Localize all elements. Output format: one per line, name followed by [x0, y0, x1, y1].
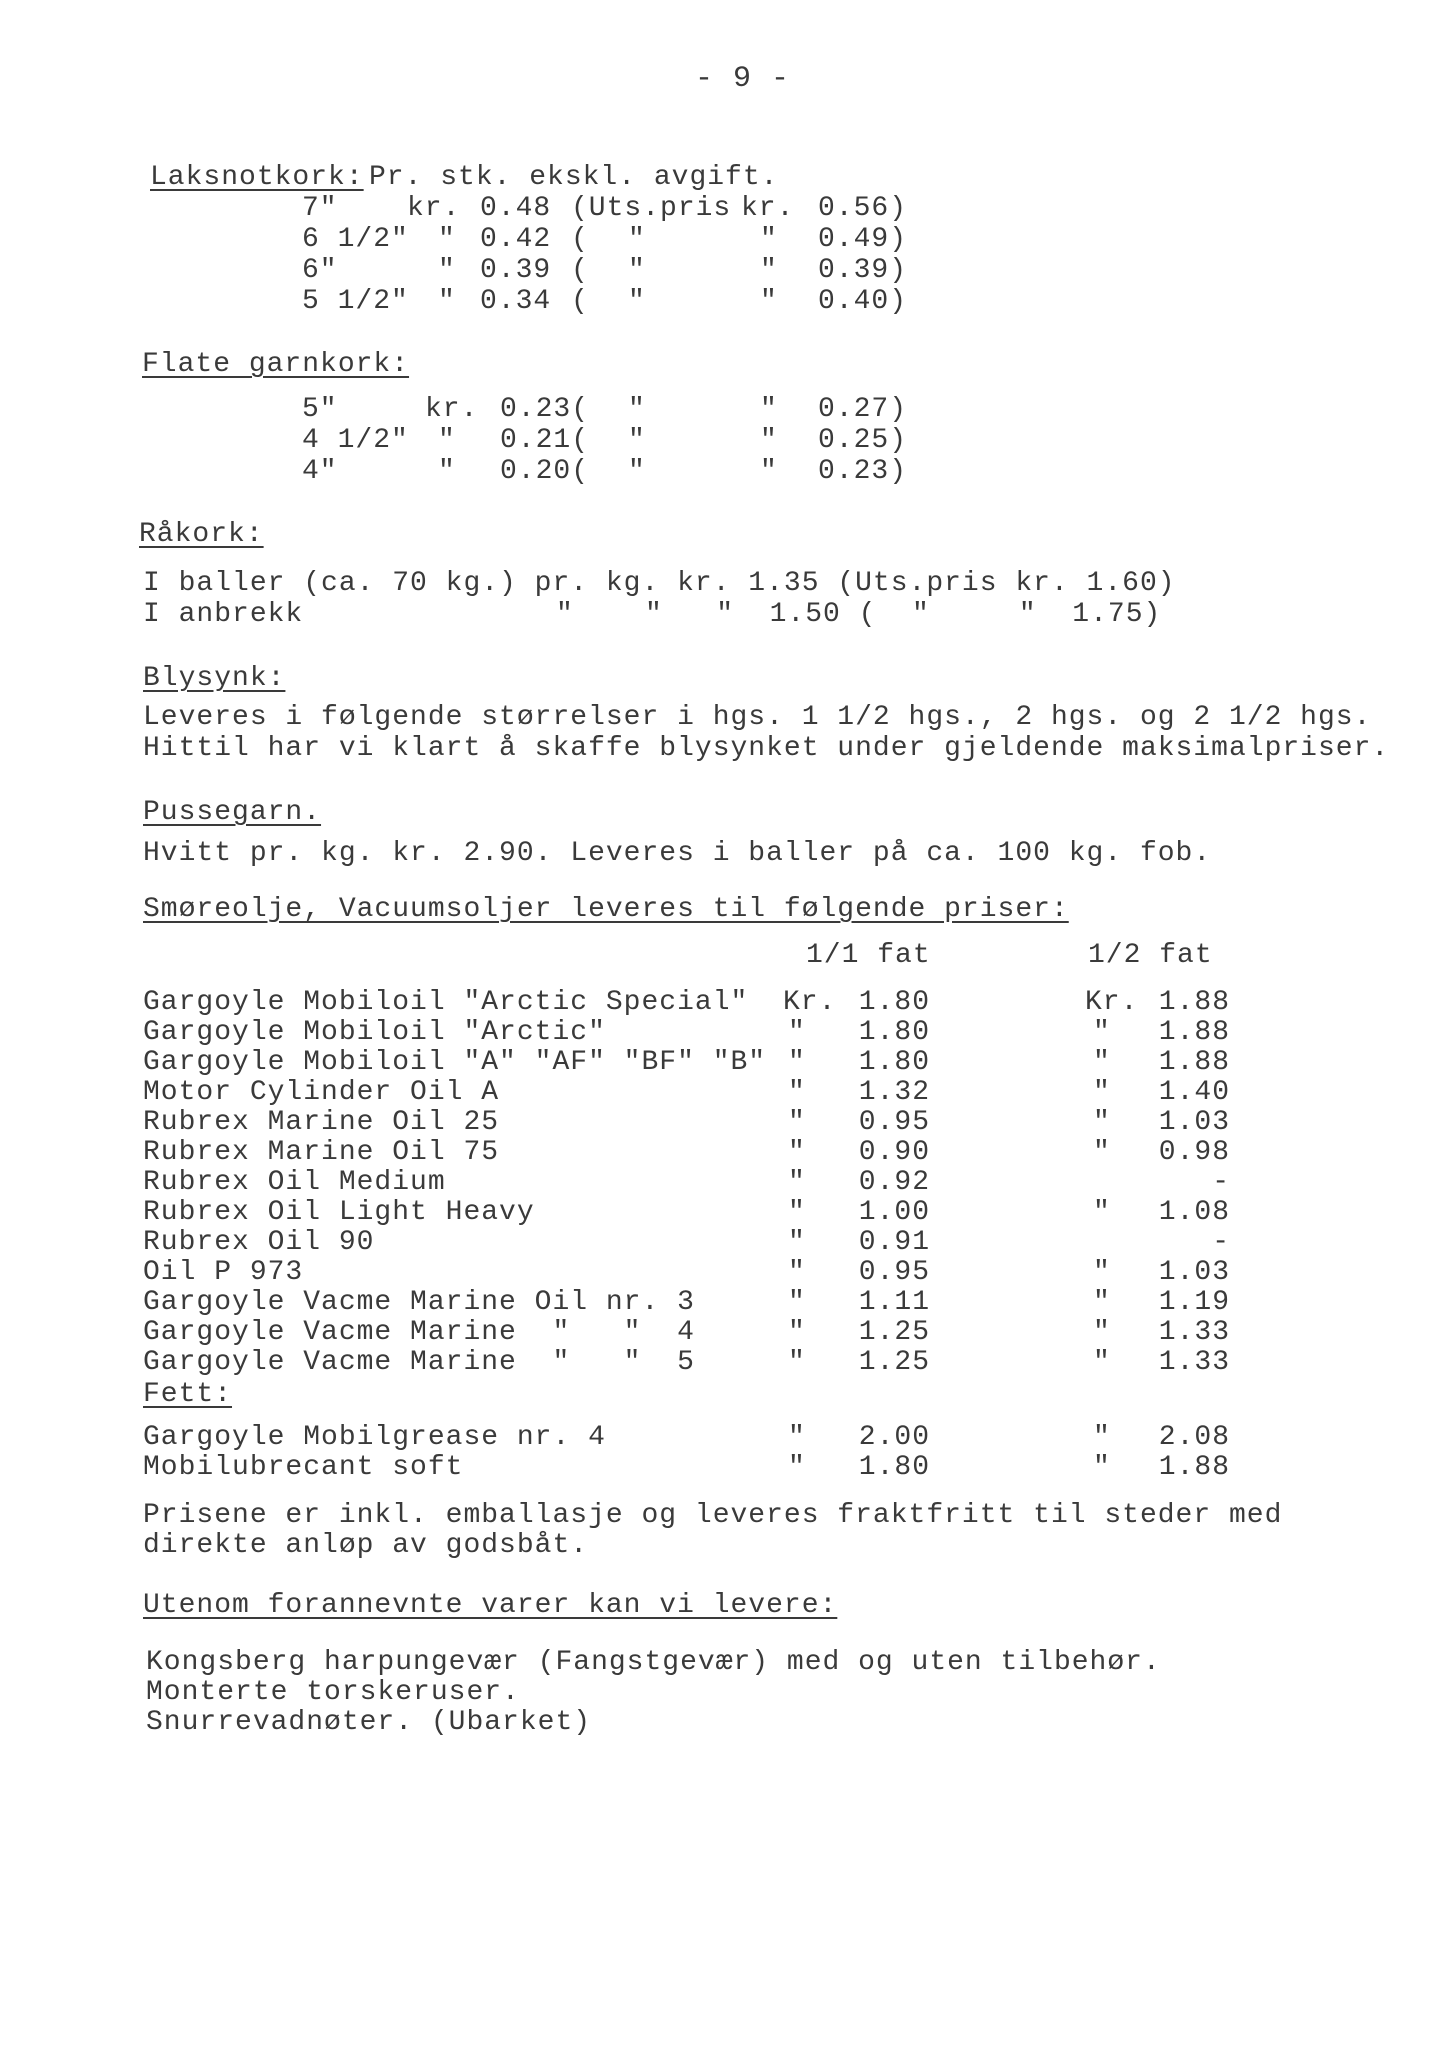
laksnotkork-size: 5 1/2": [302, 286, 409, 317]
half-barrel-marker: ": [1093, 1077, 1111, 1108]
garnkork-price: 0.20(: [500, 456, 590, 487]
garnkork-uts-price: 0.23): [818, 456, 908, 487]
garnkork-ditto-1: ": [628, 456, 646, 487]
full-barrel-price: 0.91: [858, 1227, 930, 1258]
full-barrel-price: 1.80: [858, 987, 930, 1018]
blysynk-line-2: Hittil har vi klart å skaffe blysynket under gjeldende maksimalpriser.: [143, 733, 1390, 764]
garnkork-uts-price: 0.27): [818, 394, 908, 425]
laksnotkork-subtitle: Pr. stk. ekskl. avgift.: [369, 162, 779, 193]
full-barrel-marker: ": [788, 1317, 806, 1348]
product-name: Gargoyle Mobiloil "Arctic": [143, 1017, 606, 1048]
laksnotkork-size: 7": [302, 193, 338, 224]
full-barrel-marker: ": [788, 1422, 806, 1453]
laksnotkork-uts-price: 0.40): [818, 286, 908, 317]
half-barrel-marker: Kr.: [1085, 987, 1139, 1018]
half-barrel-marker: ": [1093, 1422, 1111, 1453]
blysynk-line-1: Leveres i følgende størrelser i hgs. 1 1/2 hgs., 2 hgs. og 2 1/2 hgs.: [143, 702, 1372, 733]
laksnotkork-heading: Laksnotkork:: [150, 162, 364, 193]
column-header-half-barrel: 1/2 fat: [1088, 940, 1213, 971]
half-barrel-price: 1.03: [1158, 1107, 1230, 1138]
garnkork-price: 0.23(: [500, 394, 590, 425]
half-barrel-price: 1.88: [1158, 1017, 1230, 1048]
smoreolje-heading: Smøreolje, Vacuumsoljer leveres til følgende priser:: [143, 894, 1069, 925]
half-barrel-price: 1.19: [1158, 1287, 1230, 1318]
garnkork-size: 4 1/2": [302, 425, 409, 456]
laksnotkork-size: 6 1/2": [302, 224, 409, 255]
full-barrel-price: 1.80: [858, 1047, 930, 1078]
laksnotkork-open: (: [571, 255, 589, 286]
product-name: Oil P 973: [143, 1257, 304, 1288]
garnkork-currency: kr.: [425, 394, 479, 425]
half-barrel-marker: ": [1093, 1017, 1111, 1048]
half-barrel-price: 1.33: [1158, 1347, 1230, 1378]
product-name: Gargoyle Vacme Marine Oil nr. 3: [143, 1287, 695, 1318]
half-barrel-price: 0.98: [1158, 1137, 1230, 1168]
page-number: - 9 -: [695, 62, 791, 96]
laksnotkork-currency: ": [438, 286, 456, 317]
laksnotkork-price: 0.42: [480, 224, 552, 255]
full-barrel-marker: ": [788, 1227, 806, 1258]
half-barrel-price: 1.40: [1158, 1077, 1230, 1108]
flate-garnkork-heading: Flate garnkork:: [142, 349, 410, 380]
laksnotkork-ditto-2: kr.: [741, 193, 795, 224]
full-barrel-marker: ": [788, 1137, 806, 1168]
garnkork-ditto-1: ": [628, 425, 646, 456]
laksnotkork-currency: kr.: [407, 193, 461, 224]
full-barrel-price: 1.32: [858, 1077, 930, 1108]
product-name: Motor Cylinder Oil A: [143, 1077, 500, 1108]
half-barrel-marker: ": [1093, 1287, 1111, 1318]
product-name: Rubrex Oil Medium: [143, 1167, 446, 1198]
fett-heading: Fett:: [143, 1379, 233, 1410]
laksnotkork-uts-price: 0.56): [818, 193, 908, 224]
full-barrel-marker: ": [788, 1107, 806, 1138]
laksnotkork-ditto-1: ": [628, 224, 646, 255]
garnkork-price: 0.21(: [500, 425, 590, 456]
full-barrel-price: 1.80: [858, 1017, 930, 1048]
extra-line: Kongsberg harpungevær (Fangstgevær) med og uten tilbehør.: [146, 1647, 1161, 1678]
column-header-full-barrel: 1/1 fat: [806, 940, 931, 971]
blysynk-heading: Blysynk:: [143, 663, 286, 694]
full-barrel-price: 1.25: [858, 1347, 930, 1378]
full-barrel-marker: Kr.: [783, 987, 837, 1018]
garnkork-size: 5": [302, 394, 338, 425]
laksnotkork-uts-price: 0.39): [818, 255, 908, 286]
half-barrel-price: 1.88: [1158, 987, 1230, 1018]
laksnotkork-open: (: [571, 224, 589, 255]
product-name: Rubrex Marine Oil 25: [143, 1107, 500, 1138]
pussegarn-heading: Pussegarn.: [143, 797, 322, 828]
half-barrel-marker: ": [1093, 1257, 1111, 1288]
full-barrel-price: 0.90: [858, 1137, 930, 1168]
full-barrel-marker: ": [788, 1047, 806, 1078]
half-barrel-price: 1.33: [1158, 1317, 1230, 1348]
laksnotkork-price: 0.39: [480, 255, 552, 286]
half-barrel-marker: ": [1093, 1137, 1111, 1168]
half-barrel-price: 2.08: [1158, 1422, 1230, 1453]
laksnotkork-ditto-2: ": [760, 286, 778, 317]
product-name: Rubrex Oil 90: [143, 1227, 375, 1258]
extra-heading: Utenom forannevnte varer kan vi levere:: [143, 1590, 838, 1621]
laksnotkork-currency: ": [438, 224, 456, 255]
laksnotkork-currency: ": [438, 255, 456, 286]
product-name: Rubrex Oil Light Heavy: [143, 1197, 535, 1228]
garnkork-currency: ": [438, 456, 456, 487]
product-name: Gargoyle Mobilgrease nr. 4: [143, 1422, 606, 1453]
garnkork-uts-price: 0.25): [818, 425, 908, 456]
full-barrel-marker: ": [788, 1077, 806, 1108]
laksnotkork-ditto-1: ": [628, 286, 646, 317]
half-barrel-price: -: [1212, 1227, 1230, 1258]
half-barrel-marker: ": [1093, 1107, 1111, 1138]
pussegarn-line-1: Hvitt pr. kg. kr. 2.90. Leveres i baller på ca. 100 kg. fob.: [143, 838, 1212, 869]
product-name: Rubrex Marine Oil 75: [143, 1137, 500, 1168]
product-name: Gargoyle Vacme Marine " " 4: [143, 1317, 695, 1348]
full-barrel-price: 0.95: [858, 1257, 930, 1288]
product-name: Mobilubrecant soft: [143, 1452, 464, 1483]
full-barrel-price: 0.92: [858, 1167, 930, 1198]
laksnotkork-open: (Uts.pris: [571, 193, 732, 224]
rakork-line-2-prices: " " " 1.50 ( " " 1.75): [556, 599, 1162, 630]
garnkork-ditto-2: ": [760, 425, 778, 456]
full-barrel-marker: ": [788, 1347, 806, 1378]
full-barrel-marker: ": [788, 1287, 806, 1318]
half-barrel-price: -: [1212, 1167, 1230, 1198]
laksnotkork-open: (: [571, 286, 589, 317]
full-barrel-price: 1.00: [858, 1197, 930, 1228]
full-barrel-marker: ": [788, 1452, 806, 1483]
half-barrel-marker: ": [1093, 1317, 1111, 1348]
garnkork-ditto-1: ": [628, 394, 646, 425]
prices-note-line-1: Prisene er inkl. emballasje og leveres fraktfritt til steder med: [143, 1500, 1283, 1531]
rakork-line-1: I baller (ca. 70 kg.) pr. kg. kr. 1.35 (Uts.pris kr. 1.60): [143, 568, 1176, 599]
laksnotkork-size: 6": [302, 255, 338, 286]
laksnotkork-ditto-1: ": [628, 255, 646, 286]
full-barrel-price: 1.11: [858, 1287, 930, 1318]
rakork-heading: Råkork:: [139, 519, 264, 550]
garnkork-ditto-2: ": [760, 394, 778, 425]
half-barrel-price: 1.03: [1158, 1257, 1230, 1288]
full-barrel-marker: ": [788, 1257, 806, 1288]
prices-note-line-2: direkte anløp av godsbåt.: [143, 1530, 589, 1561]
extra-line: Monterte torskeruser.: [146, 1677, 520, 1708]
half-barrel-marker: ": [1093, 1047, 1111, 1078]
laksnotkork-price: 0.48: [480, 193, 552, 224]
product-name: Gargoyle Mobiloil "A" "AF" "BF" "B": [143, 1047, 767, 1078]
full-barrel-price: 1.80: [858, 1452, 930, 1483]
full-barrel-marker: ": [788, 1167, 806, 1198]
rakork-line-2-label: I anbrekk: [143, 599, 304, 630]
laksnotkork-uts-price: 0.49): [818, 224, 908, 255]
full-barrel-marker: ": [788, 1197, 806, 1228]
full-barrel-price: 1.25: [858, 1317, 930, 1348]
extra-line: Snurrevadnøter. (Ubarket): [146, 1707, 592, 1738]
full-barrel-marker: ": [788, 1017, 806, 1048]
full-barrel-price: 0.95: [858, 1107, 930, 1138]
half-barrel-marker: ": [1093, 1452, 1111, 1483]
half-barrel-marker: ": [1093, 1347, 1111, 1378]
garnkork-size: 4": [302, 456, 338, 487]
product-name: Gargoyle Vacme Marine " " 5: [143, 1347, 695, 1378]
garnkork-currency: ": [438, 425, 456, 456]
laksnotkork-ditto-2: ": [760, 224, 778, 255]
half-barrel-price: 1.88: [1158, 1452, 1230, 1483]
garnkork-ditto-2: ": [760, 456, 778, 487]
full-barrel-price: 2.00: [858, 1422, 930, 1453]
laksnotkork-price: 0.34: [480, 286, 552, 317]
half-barrel-marker: ": [1093, 1197, 1111, 1228]
laksnotkork-ditto-2: ": [760, 255, 778, 286]
product-name: Gargoyle Mobiloil "Arctic Special": [143, 987, 749, 1018]
half-barrel-price: 1.08: [1158, 1197, 1230, 1228]
half-barrel-price: 1.88: [1158, 1047, 1230, 1078]
